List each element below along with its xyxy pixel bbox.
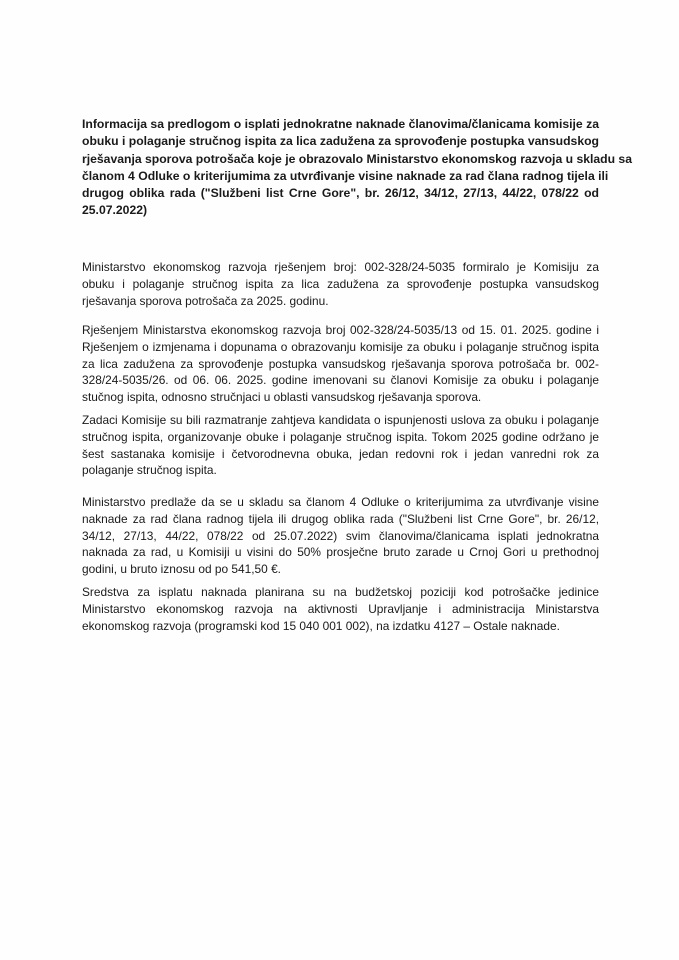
- paragraph-line: šest sastanaka komisije i četvorodnevna obuka, jedan redovni rok i jedan vanredni rok za: [82, 446, 599, 461]
- title-line: rješavanja sporova potrošača koje je obrazovalo Ministarstvo ekonomskog razvoja u skladu sa: [82, 151, 632, 166]
- paragraph-commission-formation: [82, 259, 599, 309]
- paragraph-line: obuku i polaganje stručnog ispita za lica zadužena za sprovođenje postupka vansudskog: [82, 276, 599, 291]
- paragraph-line: Ministarstvo ekonomskog razvoja rješenjem broj: 002-328/24-5035 formiralo je Komisiju za: [82, 260, 599, 274]
- paragraph-line: Rješenjem o izmjenama i dopunama o obrazovanju komisije za obuku i polaganje stručnog ispita: [82, 339, 599, 354]
- paragraph-line: naknada za rad, u Komisiji u visini do 50% prosječne bruto zarade u Crnoj Gori u prethodnoj: [82, 545, 599, 560]
- paragraph-line: Ministarstvo ekonomskog razvoja na aktivnosti Upravljanje i administracija Ministarstva: [82, 601, 599, 616]
- paragraph-line: polaganje stručnog ispita.: [82, 463, 217, 478]
- paragraph-commission-tasks: [82, 412, 599, 479]
- paragraph-line: Ministarstvo predlaže da se u skladu sa članom 4 Odluke o kriterijumima za utvrđivanje visine: [82, 495, 599, 509]
- paragraph-members-appointment: [82, 322, 599, 406]
- paragraph-line: stručnog ispita, organizovanje obuke i polaganje stručnog ispita. Tokom 2025 godine održano je: [82, 429, 599, 444]
- title-line: Informacija sa predlogom o isplati jednokratne naknade članovima/članicama komisije za: [82, 117, 599, 131]
- paragraph-line: Sredstva za isplatu naknada planirana su na budžetskoj poziciji kod potrošačke jedinice: [82, 585, 599, 599]
- paragraph-line: 328/24-5035/26. od 06. 06. 2025. godine imenovani su članovi Komisije za obuku i polaganje: [82, 373, 599, 388]
- paragraph-line: naknade za rad člana radnog tijela ili drugog oblika rada ("Službeni list Crne Gore", br. 26/12,: [82, 511, 599, 526]
- paragraph-line: 34/12, 27/13, 44/22, 078/22 od 25.07.2022) svim članovima/članicama isplati jednokratna: [82, 528, 599, 543]
- paragraph-line: Rješenjem Ministarstva ekonomskog razvoja broj 002-328/24-5035/13 od 15. 01. 2025. godine i: [82, 323, 599, 337]
- paragraph-line: Zadaci Komisije su bili razmatranje zahtjeva kandidata o ispunjenosti uslova za obuku i polaganje: [82, 413, 599, 427]
- paragraph-funding-source: [82, 584, 599, 634]
- paragraph-line: rješavanja sporova potrošača za 2025. godinu.: [82, 293, 329, 308]
- paragraph-line: godini, u bruto iznosu od po 541,50 €.: [82, 562, 281, 577]
- paragraph-line: stučnog ispita, odnosno stručnjaci u oblasti vansudskog rješavanja sporova.: [82, 390, 482, 405]
- paragraph-line: za lica zadužena za sprovođenje postupka vansudskog rješavanja sporova potrošača br. 002-: [82, 356, 599, 371]
- title-line: članom 4 Odluke o kriterijumima za utvrđivanje visine naknade za rad člana radnog tijela ili: [82, 168, 609, 183]
- title-line: 25.07.2022): [82, 203, 148, 218]
- paragraph-line: ekonomskog razvoja (programski kod 15 040 001 002), na izdatku 4127 – Ostale naknade.: [82, 618, 560, 633]
- title-line: drugog oblika rada ("Službeni list Crne Gore", br. 26/12, 34/12, 27/13, 44/22, 078/22 od: [82, 186, 599, 201]
- title-line: obuku i polaganje stručnog ispita za lica zadužena za sprovođenje postupka vansudskog: [82, 134, 599, 149]
- document-title: [82, 116, 632, 220]
- paragraph-payment-proposal: [82, 494, 599, 578]
